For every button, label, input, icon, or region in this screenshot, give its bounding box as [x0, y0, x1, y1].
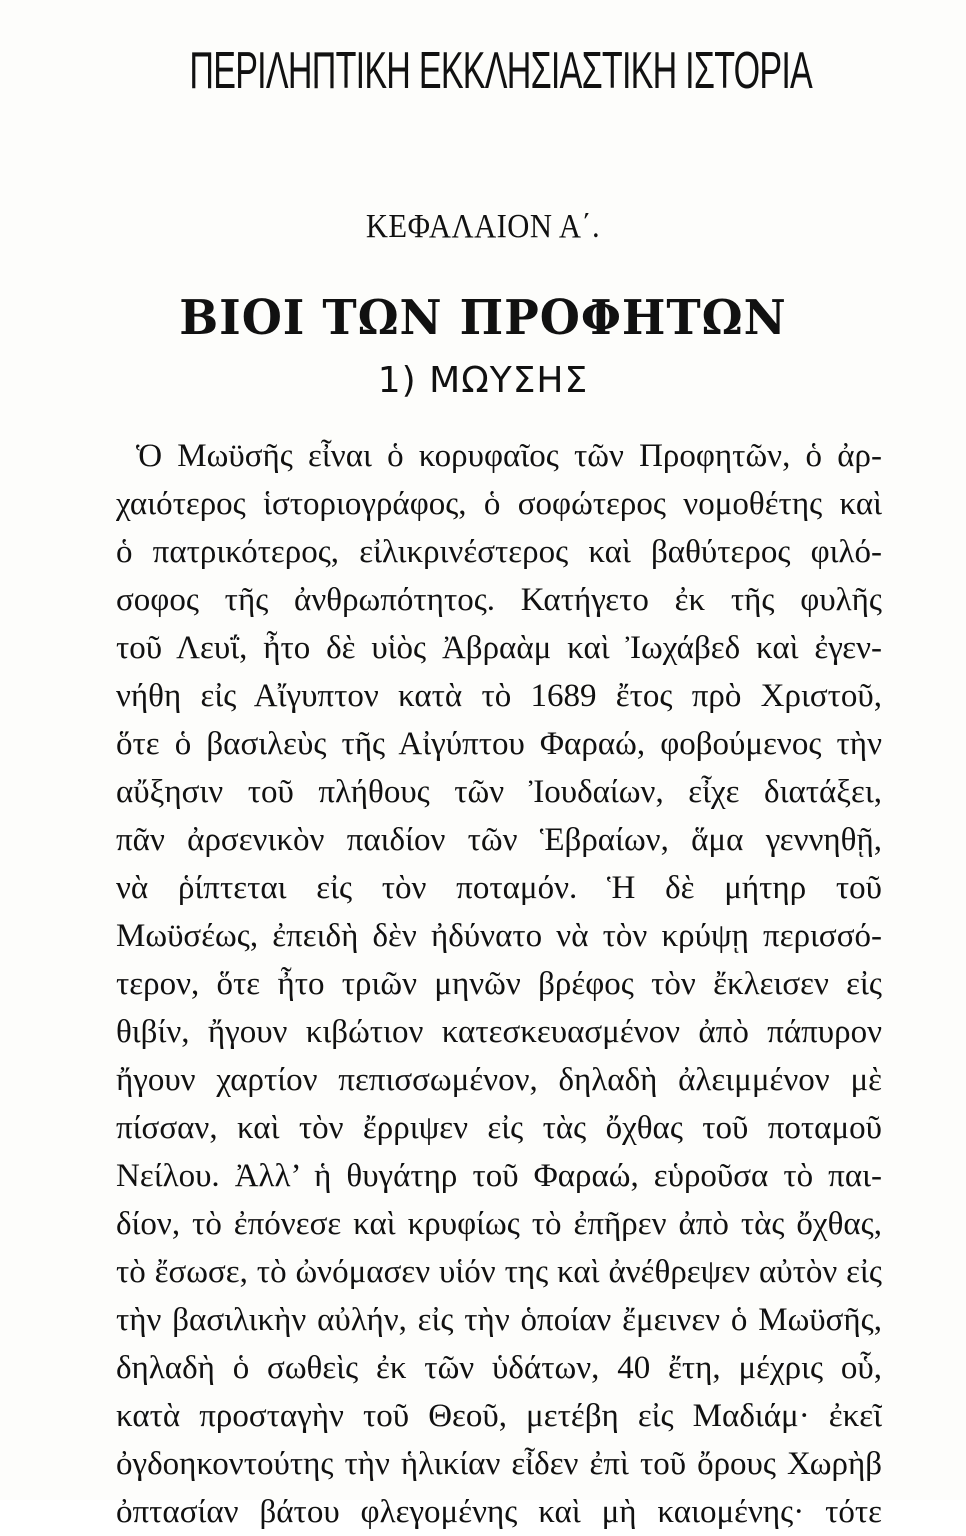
text-line: ὀγδοηκοντούτης τὴν ἡλικίαν εἶδεν ἐπὶ τοῦ ὄρους Χωρὴβ	[116, 1446, 882, 1482]
running-head: ΠΕΡΙΛΗΠΤΙΚΗ ΕΚΚΛΗΣΙΑΣΤΙΚΗ ΙΣΤΟΡΙΑ	[189, 41, 813, 100]
text-line: σοφος τῆς ἀνθρωπότητος. Κατήγετο ἐκ τῆς φυλῆς	[116, 582, 882, 618]
text-line: χαιότερος ἱστοριογράφος, ὁ σοφώτερος νομοθέτης καὶ	[116, 486, 882, 522]
text-line: ὅτε ὁ βασιλεὺς τῆς Αἰγύπτου Φαραώ, φοβούμενος τὴν	[116, 726, 882, 762]
text-line: Νείλου. Ἀλλ’ ἡ θυγάτηρ τοῦ Φαραώ, εὑροῦσα τὸ παι-	[116, 1158, 882, 1194]
text-line: θιβίν, ἤγουν κιβώτιον κατεσκευασμένον ἀπὸ πάπυρον	[116, 1014, 882, 1050]
text-line: νὰ ῥίπτεται εἰς τὸν ποταμόν. Ἡ δὲ μήτηρ τοῦ	[116, 870, 882, 906]
text-line: ὁ πατρικότερος, εἰλικρινέστερος καὶ βαθύτερος φιλό-	[116, 534, 882, 570]
text-line: Μωϋσέως, ἐπειδὴ δὲν ἠδύνατο νὰ τὸν κρύψῃ περισσό-	[116, 918, 882, 954]
text-line: τὴν βασιλικὴν αὐλήν, εἰς τὴν ὁποίαν ἔμεινεν ὁ Μωϋσῆς,	[116, 1302, 882, 1338]
text-line: κατὰ προσταγὴν τοῦ Θεοῦ, μετέβη εἰς Μαδιάμ· ἐκεῖ	[116, 1398, 882, 1434]
text-line: Ὁ Μωϋσῆς εἶναι ὁ κορυφαῖος τῶν Προφητῶν, ὁ ἀρ-	[136, 438, 882, 474]
text-line: δίον, τὸ ἐπόνεσε καὶ κρυφίως τὸ ἐπῆρεν ἀπὸ τὰς ὄχθας,	[116, 1206, 882, 1242]
text-line: τοῦ Λευΐ, ἦτο δὲ υἱὸς Ἀβραὰμ καὶ Ἰωχάβεδ καὶ ἐγεν-	[116, 630, 882, 666]
text-line: πίσσαν, καὶ τὸν ἔρριψεν εἰς τὰς ὄχθας τοῦ ποταμοῦ	[116, 1110, 882, 1146]
text-line: δηλαδὴ ὁ σωθεὶς ἐκ τῶν ὑδάτων, 40 ἔτη, μέχρις οὗ,	[116, 1350, 882, 1386]
text-line: τερον, ὅτε ἦτο τριῶν μηνῶν βρέφος τὸν ἔκλεισεν εἰς	[116, 966, 882, 1002]
chapter-label: ΚΕΦΑΛΑΙΟΝ Α΄.	[365, 208, 601, 245]
text-line: αὔξησιν τοῦ πλήθους τῶν Ἰουδαίων, εἶχε διατάξει,	[116, 774, 882, 810]
text-line: ἤγουν χαρτίον πεπισσωμένον, δηλαδὴ ἀλειμμένον μὲ	[116, 1062, 882, 1098]
text-line: πᾶν ἀρσενικὸν παιδίον τῶν Ἑβραίων, ἅμα γεννηθῇ,	[116, 822, 882, 858]
body-text	[116, 432, 882, 1536]
text-line: νήθη εἰς Αἴγυπτον κατὰ τὸ 1689 ἔτος πρὸ Χριστοῦ,	[116, 678, 882, 714]
main-title: ΒΙΟΙ ΤΩΝ ΠΡΟΦΗΤΩΝ	[179, 290, 787, 346]
text-line: τὸ ἔσωσε, τὸ ὠνόμασεν υἱόν της καὶ ἀνέθρεψεν αὐτὸν εἰς	[116, 1254, 882, 1290]
text-line: ὀπτασίαν βάτου φλεγομένης καὶ μὴ καιομένης· τότε	[116, 1494, 882, 1530]
section-title: 1) ΜΩΥΣΗΣ	[377, 360, 589, 401]
